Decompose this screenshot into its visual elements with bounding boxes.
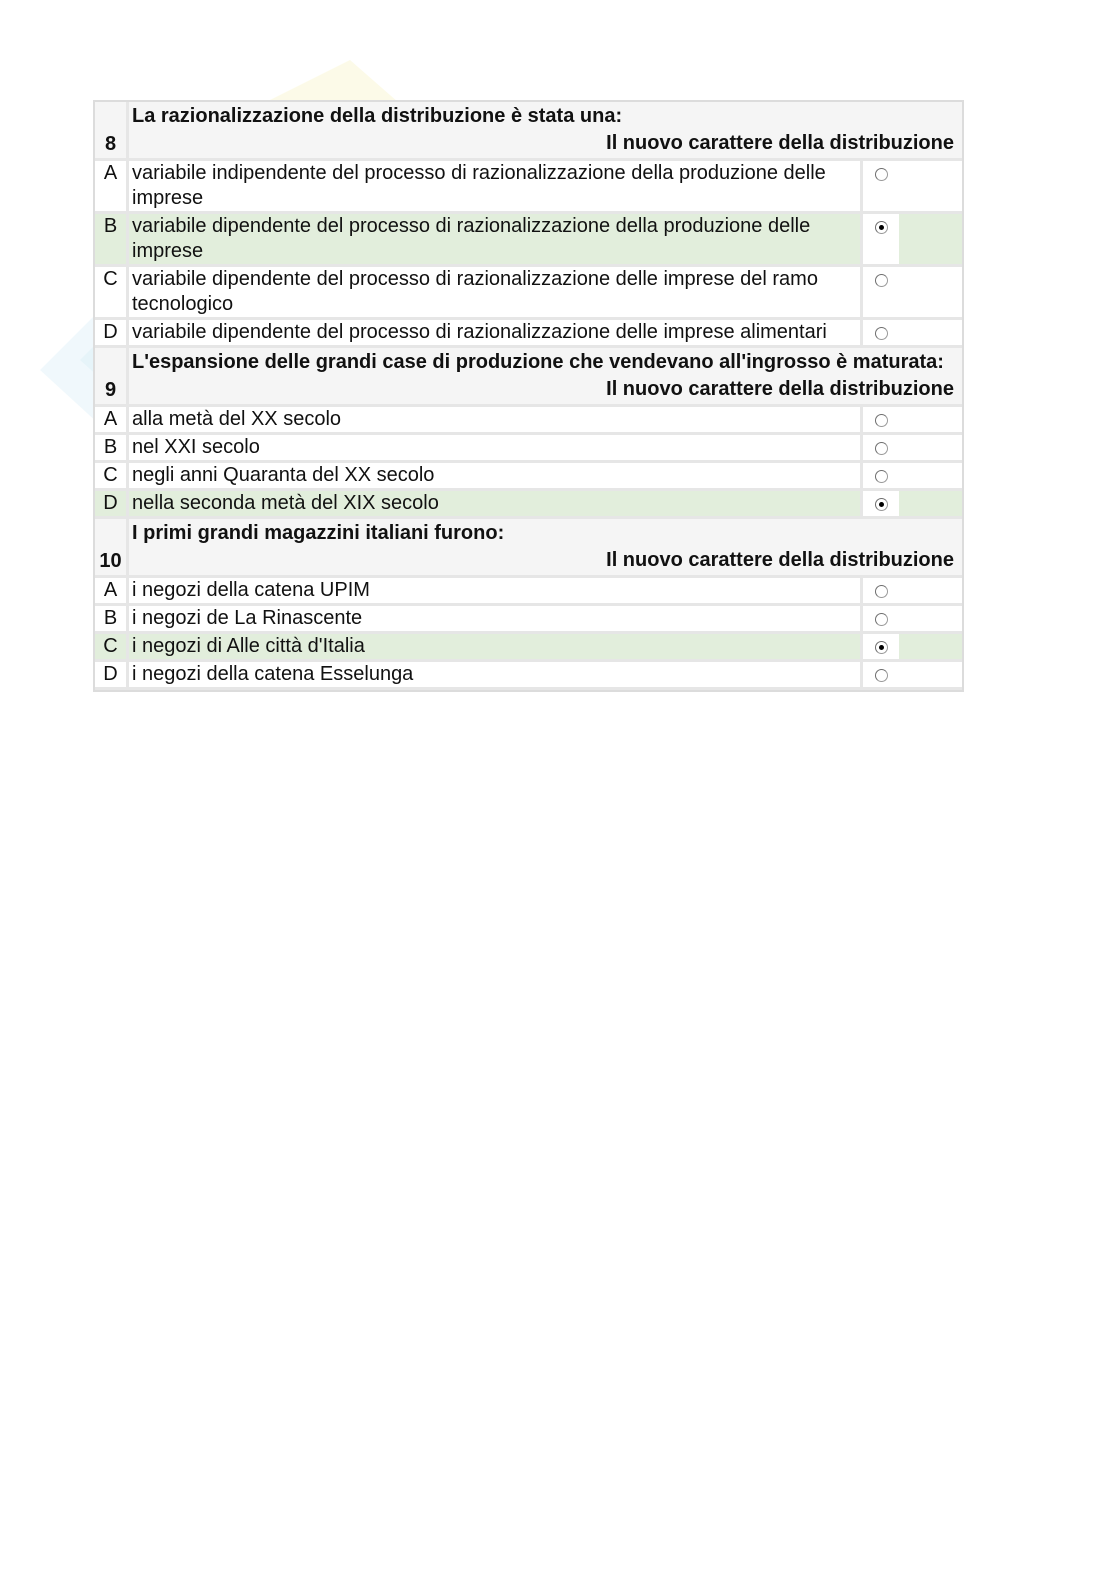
option-letter: B: [95, 606, 129, 631]
radio-button-checked[interactable]: [875, 641, 888, 654]
question-body: [129, 348, 962, 404]
option-text: negli anni Quaranta del XX secolo: [129, 463, 863, 488]
row-filler: [899, 407, 962, 432]
question-topic: Il nuovo carattere della distribuzione: [606, 132, 954, 154]
answer-option[interactable]: [95, 435, 962, 463]
option-text: i negozi di Alle città d'Italia: [129, 634, 863, 659]
radio-button[interactable]: [875, 613, 888, 626]
row-filler: [899, 320, 962, 345]
question-body: [129, 519, 962, 575]
answer-option[interactable]: [95, 214, 962, 267]
option-letter: A: [95, 407, 129, 432]
option-letter: D: [95, 491, 129, 516]
row-filler: [899, 606, 962, 631]
radio-cell: [863, 407, 899, 432]
answer-option[interactable]: [95, 407, 962, 435]
row-filler: [899, 435, 962, 460]
radio-button[interactable]: [875, 585, 888, 598]
question-text: La razionalizzazione della distribuzione è stata una:: [132, 105, 623, 127]
option-text: i negozi della catena Esselunga: [129, 662, 863, 687]
radio-cell: [863, 662, 899, 687]
radio-cell: [863, 320, 899, 345]
question-topic: Il nuovo carattere della distribuzione: [606, 549, 954, 571]
radio-button[interactable]: [875, 327, 888, 340]
radio-dot-icon: [879, 225, 884, 230]
answer-option[interactable]: [95, 320, 962, 348]
radio-cell: [863, 634, 899, 659]
option-text: i negozi della catena UPIM: [129, 578, 863, 603]
radio-button-checked[interactable]: [875, 498, 888, 511]
radio-button[interactable]: [875, 669, 888, 682]
option-letter: B: [95, 214, 129, 264]
answer-option[interactable]: [95, 491, 962, 519]
option-letter: C: [95, 634, 129, 659]
answer-option[interactable]: [95, 161, 962, 214]
row-filler: [899, 491, 962, 516]
answer-option[interactable]: [95, 634, 962, 662]
question-text: L'espansione delle grandi case di produzione che vendevano all'ingrosso è maturata:: [132, 351, 944, 373]
option-text: alla metà del XX secolo: [129, 407, 863, 432]
radio-cell: [863, 214, 899, 264]
radio-cell: [863, 161, 899, 211]
option-text: variabile dipendente del processo di razionalizzazione delle imprese del ramo tecnologico: [129, 267, 863, 317]
radio-button[interactable]: [875, 470, 888, 483]
question-body: [129, 102, 962, 158]
option-text: variabile dipendente del processo di razionalizzazione della produzione delle imprese: [129, 214, 863, 264]
answer-option[interactable]: [95, 662, 962, 690]
option-letter: B: [95, 435, 129, 460]
option-text: variabile dipendente del processo di razionalizzazione delle imprese alimentari: [129, 320, 863, 345]
radio-cell: [863, 267, 899, 317]
question-topic: Il nuovo carattere della distribuzione: [606, 378, 954, 400]
radio-cell: [863, 463, 899, 488]
radio-cell: [863, 606, 899, 631]
option-letter: A: [95, 578, 129, 603]
radio-cell: [863, 435, 899, 460]
option-letter: D: [95, 662, 129, 687]
row-filler: [899, 161, 962, 211]
radio-button[interactable]: [875, 168, 888, 181]
radio-dot-icon: [879, 645, 884, 650]
answer-option[interactable]: [95, 578, 962, 606]
row-filler: [899, 267, 962, 317]
row-filler: [899, 662, 962, 687]
option-letter: D: [95, 320, 129, 345]
question-header: [95, 102, 962, 161]
question-number: 8: [95, 102, 129, 158]
question-number: 10: [95, 519, 129, 575]
option-text: variabile indipendente del processo di razionalizzazione della produzione delle imprese: [129, 161, 863, 211]
row-filler: [899, 463, 962, 488]
answer-option[interactable]: [95, 463, 962, 491]
radio-button[interactable]: [875, 442, 888, 455]
answer-option[interactable]: [95, 606, 962, 634]
radio-dot-icon: [879, 502, 884, 507]
quiz-table: [93, 100, 964, 692]
question-text: I primi grandi magazzini italiani furono:: [132, 522, 505, 544]
option-letter: C: [95, 463, 129, 488]
option-letter: C: [95, 267, 129, 317]
option-text: nella seconda metà del XIX secolo: [129, 491, 863, 516]
radio-cell: [863, 491, 899, 516]
row-filler: [899, 634, 962, 659]
row-filler: [899, 214, 962, 264]
option-letter: A: [95, 161, 129, 211]
radio-button[interactable]: [875, 274, 888, 287]
row-filler: [899, 578, 962, 603]
radio-button[interactable]: [875, 414, 888, 427]
option-text: i negozi de La Rinascente: [129, 606, 863, 631]
radio-button-checked[interactable]: [875, 221, 888, 234]
question-header: [95, 348, 962, 407]
question-number: 9: [95, 348, 129, 404]
radio-cell: [863, 578, 899, 603]
question-header: [95, 519, 962, 578]
option-text: nel XXI secolo: [129, 435, 863, 460]
answer-option[interactable]: [95, 267, 962, 320]
